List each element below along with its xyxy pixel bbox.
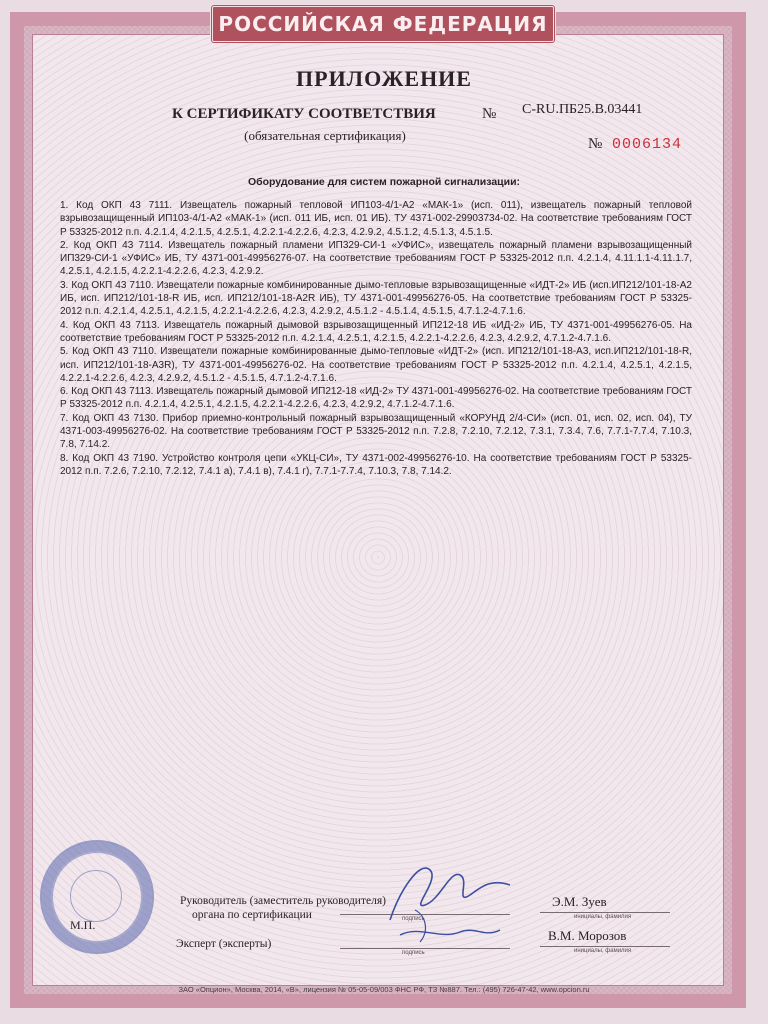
equipment-item: 8. Код ОКП 43 7190. Устройство контроля цепи «УКЦ-СИ», ТУ 4371-002-49956276-10. На соответствие требованиям ГОСТ Р 53325-2012 п.п. 7.2.6, 7.2.10, 7.2.12, 7.4.1 а), 7.4.1 в), 7.4.1 г), 7.7.1-7.7.4, 7.10.3, 7.8, 7.14.2.: [60, 452, 692, 477]
stamp-center-icon: [70, 870, 122, 922]
certificate-code: C-RU.ПБ25.В.03441: [522, 102, 643, 117]
section-heading: Оборудование для систем пожарной сигнализации:: [247, 176, 521, 188]
expert-name-line: [540, 946, 670, 947]
head-name-line: [540, 912, 670, 913]
certificate-subtitle: К СЕРТИФИКАТУ СООТВЕТСТВИЯ: [172, 106, 436, 122]
printer-footer: ЗАО «Опцион», Москва, 2014, «В», лицензия № 05-05-09/003 ФНС РФ, ТЗ №887. Тел.: (495) 726-47-42, www.opcion.ru: [178, 985, 590, 994]
equipment-item: 2. Код ОКП 43 7114. Извещатель пожарный пламени ИП329-СИ-1 «УФИС», извещатель пожарный пламени взрывозащищенный ИП329-СИ-1 «УФИС» ИБ, ТУ 4371-001-49956276-07. На соответствие требованиям ГОСТ Р 53325-2012 п.п. 4.2.1.4, 4.11.1.1-4.11.1.7, 4.2.5.1, 4.2.1.5, 4.2.2.1-4.2.2.6, 4.2.3, 4.2.9.2.: [60, 239, 692, 278]
equipment-item: 7. Код ОКП 43 7130. Прибор приемно-контрольный пожарный взрывозащищенный «КОРУНД 2/4-СИ» (исп. 01, исп. 02, исп. 04), ТУ 4371-003-49956276-02. На соответствие требованиям ГОСТ Р 53325-2012 п.п. 7.2.8, 7.2.10, 7.2.12, 7.3.1, 7.3.4, 7.6, 7.7.1-7.7.4, 7.10.3, 7.8, 7.14.2.: [60, 412, 692, 451]
signature-caption: подпись: [402, 950, 425, 956]
equipment-list: [60, 199, 692, 478]
equipment-item: 5. Код ОКП 43 7110. Извещатели пожарные комбинированные дымо-тепловые «ИДТ-2» (исп. ИП212/101-18-А3, исп.ИП212/101-18-R, исп. ИП212/101-18-A3R), ТУ 4371-001-49956276-02. На соответствие требованиям ГОСТ Р 53325-2012 п.п. 4.2.1.4, 4.2.5.1, 4.2.1.5, 4.2.2.1-4.2.2.6, 4.2.3, 4.2.9.2, 4.5.1.2 - 4.5.1.5, 4.7.1.2-4.7.1.6.: [60, 346, 692, 384]
country-banner: РОССИЙСКАЯ ФЕДЕРАЦИЯ: [210, 4, 556, 44]
serial-number: 0006134: [612, 136, 683, 153]
equipment-item: 4. Код ОКП 43 7113. Извещатель пожарный дымовой взрывозащищенный ИП212-18 ИБ «ИД-2» ИБ, ТУ 4371-001-49956276-05. На соответствие требованиям ГОСТ Р 53325-2012 п.п. 4.2.1.4, 4.2.5.1, 4.2.1.5, 4.2.2.1-4.2.2.6, 4.2.3, 4.2.9.2, 4.7.1.2-4.7.1.6.: [60, 319, 692, 344]
name-caption: инициалы, фамилия: [574, 914, 632, 920]
serial-number-sign: №: [588, 136, 603, 152]
certificate-number-sign: №: [482, 106, 497, 122]
mandatory-note: (обязательная сертификация): [244, 128, 406, 143]
name-caption: инициалы, фамилия: [574, 948, 632, 954]
equipment-item: 3. Код ОКП 43 7110. Извещатели пожарные комбинированные дымо-тепловые взрывозащищенные «ИДТ-2» ИБ (исп.ИП212/101-18-А2 ИБ, исп. ИП212/101-18-R ИБ, исп. ИП212/101-18-A2R ИБ), ТУ 4371-001-49956276-05. На соответствие требованиям ГОСТ Р 53325-2012 п.п. 4.2.1.4, 4.2.5.1, 4.2.1.5, 4.2.2.1-4.2.2.6, 4.2.3, 4.2.9.2, 4.5.1.2 - 4.5.1.4, 4.5.1.5, 4.7.1.2-4.7.1.6.: [60, 279, 692, 318]
seal-place-label: М.П.: [70, 918, 96, 932]
signature-caption: подпись: [402, 916, 425, 922]
expert-name: В.М. Морозов: [548, 928, 627, 943]
head-name: Э.М. Зуев: [552, 894, 607, 909]
document-title: ПРИЛОЖЕНИЕ: [296, 66, 472, 91]
head-label-org: органа по сертификации: [192, 909, 312, 921]
equipment-item: 6. Код ОКП 43 7113. Извещатель пожарный дымовой ИП212-18 «ИД-2» ТУ 4371-001-49956276-02. На соответствие требованиям ГОСТ Р 53325-2012 п.п. 4.2.1.4, 4.2.5.1, 4.2.1.5, 4.2.2.1-4.2.2.6, 4.2.3, 4.2.9.2, 4.7.1.2-4.7.1.6.: [60, 386, 692, 411]
equipment-item: 1. Код ОКП 43 7111. Извещатель пожарный тепловой ИП103-4/1-А2 «МАК-1» (исп. 011), извещатель пожарный тепловой взрывозащищенный ИП103-4/1-А2 «МАК-1» (исп. 011 ИБ, исп. 01 ИБ). ТУ 4371-002-29903734-02. На соответствие требованиям ГОСТ Р 53325-2012 п.п. 4.2.1.4, 4.2.1.5, 4.2.5.1, 4.2.2.1-4.2.2.6, 4.2.3, 4.2.9.2, 4.5.1.2, 4.5.1.3, 4.5.1.5.: [60, 200, 692, 238]
handwritten-signature-icon: [370, 850, 520, 950]
head-label: Руководитель (заместитель руководителя): [180, 895, 386, 907]
expert-label: Эксперт (эксперты): [176, 938, 272, 950]
